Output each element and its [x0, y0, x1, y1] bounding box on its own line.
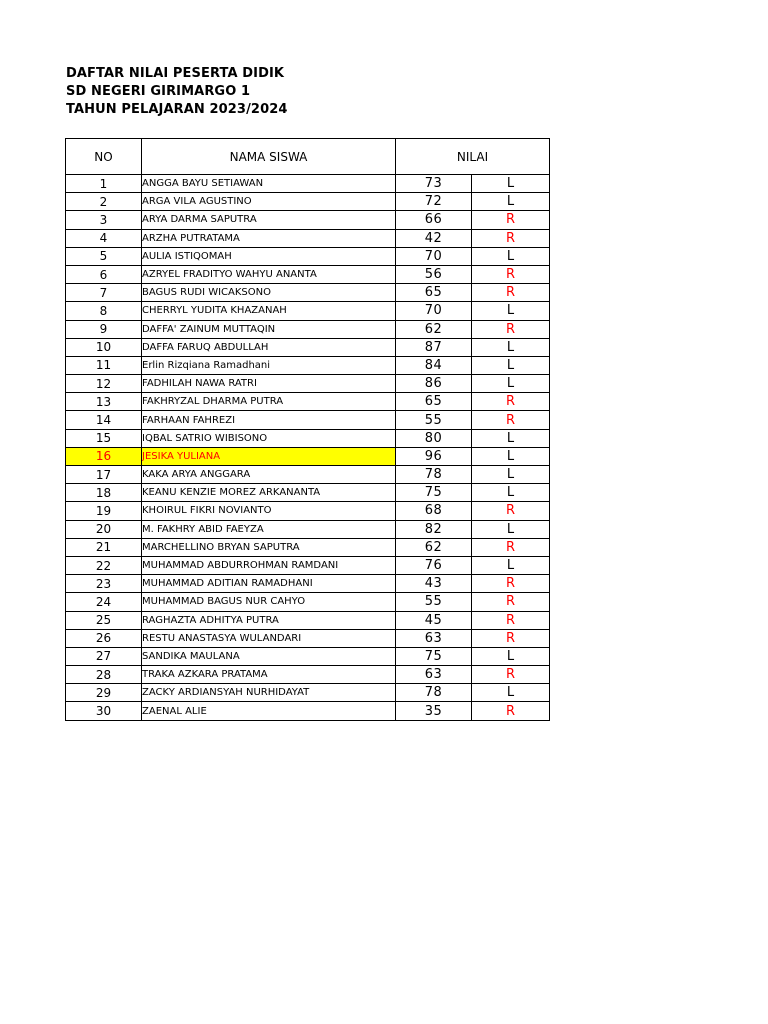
- table-row: [66, 647, 550, 665]
- row-number: 13: [66, 393, 142, 411]
- student-name: TRAKA AZKARA PRATAMA: [142, 666, 396, 684]
- student-score: 62: [396, 320, 472, 338]
- student-score: 45: [396, 611, 472, 629]
- student-score: 72: [396, 193, 472, 211]
- student-status: L: [472, 556, 550, 574]
- student-score: 84: [396, 356, 472, 374]
- table-row: [66, 556, 550, 574]
- student-name: KHOIRUL FIKRI NOVIANTO: [142, 502, 396, 520]
- table-row: [66, 320, 550, 338]
- table-row: [66, 593, 550, 611]
- row-number: 20: [66, 520, 142, 538]
- student-score: 55: [396, 593, 472, 611]
- student-score: 43: [396, 575, 472, 593]
- student-status: R: [472, 575, 550, 593]
- student-name: KEANU KENZIE MOREZ ARKANANTA: [142, 484, 396, 502]
- table-row: [66, 684, 550, 702]
- row-number: 11: [66, 356, 142, 374]
- row-number: 28: [66, 666, 142, 684]
- table-row: [66, 265, 550, 283]
- student-score: 65: [396, 284, 472, 302]
- student-name: FAKHRYZAL DHARMA PUTRA: [142, 393, 396, 411]
- row-number: 15: [66, 429, 142, 447]
- student-status: L: [472, 302, 550, 320]
- student-status: L: [472, 520, 550, 538]
- table-row: [66, 575, 550, 593]
- student-score: 75: [396, 484, 472, 502]
- row-number: 27: [66, 647, 142, 665]
- table-row: [66, 502, 550, 520]
- row-number: 30: [66, 702, 142, 720]
- table-row: [66, 611, 550, 629]
- table-row: [66, 429, 550, 447]
- row-number: 5: [66, 247, 142, 265]
- row-number: 14: [66, 411, 142, 429]
- table-row: [66, 702, 550, 720]
- student-status: R: [472, 265, 550, 283]
- student-score: 63: [396, 666, 472, 684]
- table-row: [66, 520, 550, 538]
- row-number: 25: [66, 611, 142, 629]
- student-score: 75: [396, 647, 472, 665]
- table-row: [66, 302, 550, 320]
- row-number: 6: [66, 265, 142, 283]
- student-score: 73: [396, 175, 472, 193]
- student-status: L: [472, 375, 550, 393]
- student-score: 42: [396, 229, 472, 247]
- table-row: [66, 447, 550, 465]
- row-number: 9: [66, 320, 142, 338]
- row-number: 19: [66, 502, 142, 520]
- table-row: [66, 484, 550, 502]
- student-name: DAFFA FARUQ ABDULLAH: [142, 338, 396, 356]
- row-number: 16: [66, 447, 142, 465]
- table-row: [66, 466, 550, 484]
- table-row: [66, 175, 550, 193]
- student-name: IQBAL SATRIO WIBISONO: [142, 429, 396, 447]
- document-title: DAFTAR NILAI PESERTA DIDIK: [66, 66, 285, 81]
- student-status: R: [472, 629, 550, 647]
- student-name: ZAENAL ALIE: [142, 702, 396, 720]
- table-row: [66, 629, 550, 647]
- student-status: L: [472, 447, 550, 465]
- row-number: 29: [66, 684, 142, 702]
- student-status: L: [472, 429, 550, 447]
- row-number: 24: [66, 593, 142, 611]
- table-row: [66, 193, 550, 211]
- student-name: BAGUS RUDI WICAKSONO: [142, 284, 396, 302]
- student-status: R: [472, 411, 550, 429]
- student-name: AZRYEL FRADITYO WAHYU ANANTA: [142, 265, 396, 283]
- student-name: ARGA VILA AGUSTINO: [142, 193, 396, 211]
- table-row: [66, 211, 550, 229]
- student-score: 76: [396, 556, 472, 574]
- student-status: R: [472, 211, 550, 229]
- row-number: 23: [66, 575, 142, 593]
- student-name: MARCHELLINO BRYAN SAPUTRA: [142, 538, 396, 556]
- column-header-no: NO: [66, 139, 142, 175]
- student-status: R: [472, 320, 550, 338]
- student-score: 78: [396, 684, 472, 702]
- student-name: ANGGA BAYU SETIAWAN: [142, 175, 396, 193]
- student-score: 70: [396, 302, 472, 320]
- table-row: [66, 229, 550, 247]
- table-row: [66, 538, 550, 556]
- column-header-nilai: NILAI: [396, 139, 550, 175]
- student-name: M. FAKHRY ABID FAEYZA: [142, 520, 396, 538]
- student-name: SANDIKA MAULANA: [142, 647, 396, 665]
- table-row: [66, 666, 550, 684]
- student-name: ZACKY ARDIANSYAH NURHIDAYAT: [142, 684, 396, 702]
- table-row: [66, 284, 550, 302]
- student-score: 63: [396, 629, 472, 647]
- student-status: R: [472, 666, 550, 684]
- row-number: 2: [66, 193, 142, 211]
- row-number: 12: [66, 375, 142, 393]
- student-status: L: [472, 466, 550, 484]
- student-status: L: [472, 647, 550, 665]
- student-score: 70: [396, 247, 472, 265]
- student-name: FADHILAH NAWA RATRI: [142, 375, 396, 393]
- student-score: 86: [396, 375, 472, 393]
- row-number: 1: [66, 175, 142, 193]
- grades-table: [65, 138, 550, 721]
- student-status: R: [472, 611, 550, 629]
- student-status: R: [472, 593, 550, 611]
- table-row: [66, 247, 550, 265]
- student-score: 62: [396, 538, 472, 556]
- student-status: R: [472, 702, 550, 720]
- student-status: L: [472, 684, 550, 702]
- student-score: 56: [396, 265, 472, 283]
- school-name: SD NEGERI GIRIMARGO 1: [66, 84, 251, 99]
- table-row: [66, 393, 550, 411]
- table-row: [66, 411, 550, 429]
- student-status: R: [472, 538, 550, 556]
- row-number: 26: [66, 629, 142, 647]
- student-status: R: [472, 229, 550, 247]
- student-status: L: [472, 175, 550, 193]
- row-number: 4: [66, 229, 142, 247]
- student-status: L: [472, 356, 550, 374]
- student-score: 65: [396, 393, 472, 411]
- student-score: 78: [396, 466, 472, 484]
- student-status: R: [472, 393, 550, 411]
- student-status: L: [472, 484, 550, 502]
- row-number: 10: [66, 338, 142, 356]
- row-number: 18: [66, 484, 142, 502]
- row-number: 17: [66, 466, 142, 484]
- table-body: [66, 175, 550, 721]
- academic-year: TAHUN PELAJARAN 2023/2024: [66, 102, 288, 117]
- student-score: 87: [396, 338, 472, 356]
- student-score: 96: [396, 447, 472, 465]
- table-header-row: [66, 139, 550, 175]
- student-name: ARYA DARMA SAPUTRA: [142, 211, 396, 229]
- student-name: RESTU ANASTASYA WULANDARI: [142, 629, 396, 647]
- row-number: 21: [66, 538, 142, 556]
- student-score: 66: [396, 211, 472, 229]
- student-name: JESIKA YULIANA: [142, 447, 396, 465]
- row-number: 7: [66, 284, 142, 302]
- student-score: 80: [396, 429, 472, 447]
- student-name: Erlin Rizqiana Ramadhani: [142, 356, 396, 374]
- student-name: CHERRYL YUDITA KHAZANAH: [142, 302, 396, 320]
- student-name: MUHAMMAD ABDURROHMAN RAMDANI: [142, 556, 396, 574]
- student-score: 55: [396, 411, 472, 429]
- document-header: [66, 65, 288, 119]
- student-name: ARZHA PUTRATAMA: [142, 229, 396, 247]
- student-name: FARHAAN FAHREZI: [142, 411, 396, 429]
- student-name: AULIA ISTIQOMAH: [142, 247, 396, 265]
- student-status: L: [472, 193, 550, 211]
- student-name: RAGHAZTA ADHITYA PUTRA: [142, 611, 396, 629]
- student-status: L: [472, 338, 550, 356]
- student-name: KAKA ARYA ANGGARA: [142, 466, 396, 484]
- student-score: 35: [396, 702, 472, 720]
- table-row: [66, 356, 550, 374]
- student-status: L: [472, 247, 550, 265]
- column-header-name: NAMA SISWA: [142, 139, 396, 175]
- student-name: DAFFA' ZAINUM MUTTAQIN: [142, 320, 396, 338]
- row-number: 3: [66, 211, 142, 229]
- student-name: MUHAMMAD BAGUS NUR CAHYO: [142, 593, 396, 611]
- student-score: 82: [396, 520, 472, 538]
- table-row: [66, 375, 550, 393]
- student-status: R: [472, 502, 550, 520]
- student-name: MUHAMMAD ADITIAN RAMADHANI: [142, 575, 396, 593]
- student-status: R: [472, 284, 550, 302]
- table-row: [66, 338, 550, 356]
- student-score: 68: [396, 502, 472, 520]
- row-number: 22: [66, 556, 142, 574]
- row-number: 8: [66, 302, 142, 320]
